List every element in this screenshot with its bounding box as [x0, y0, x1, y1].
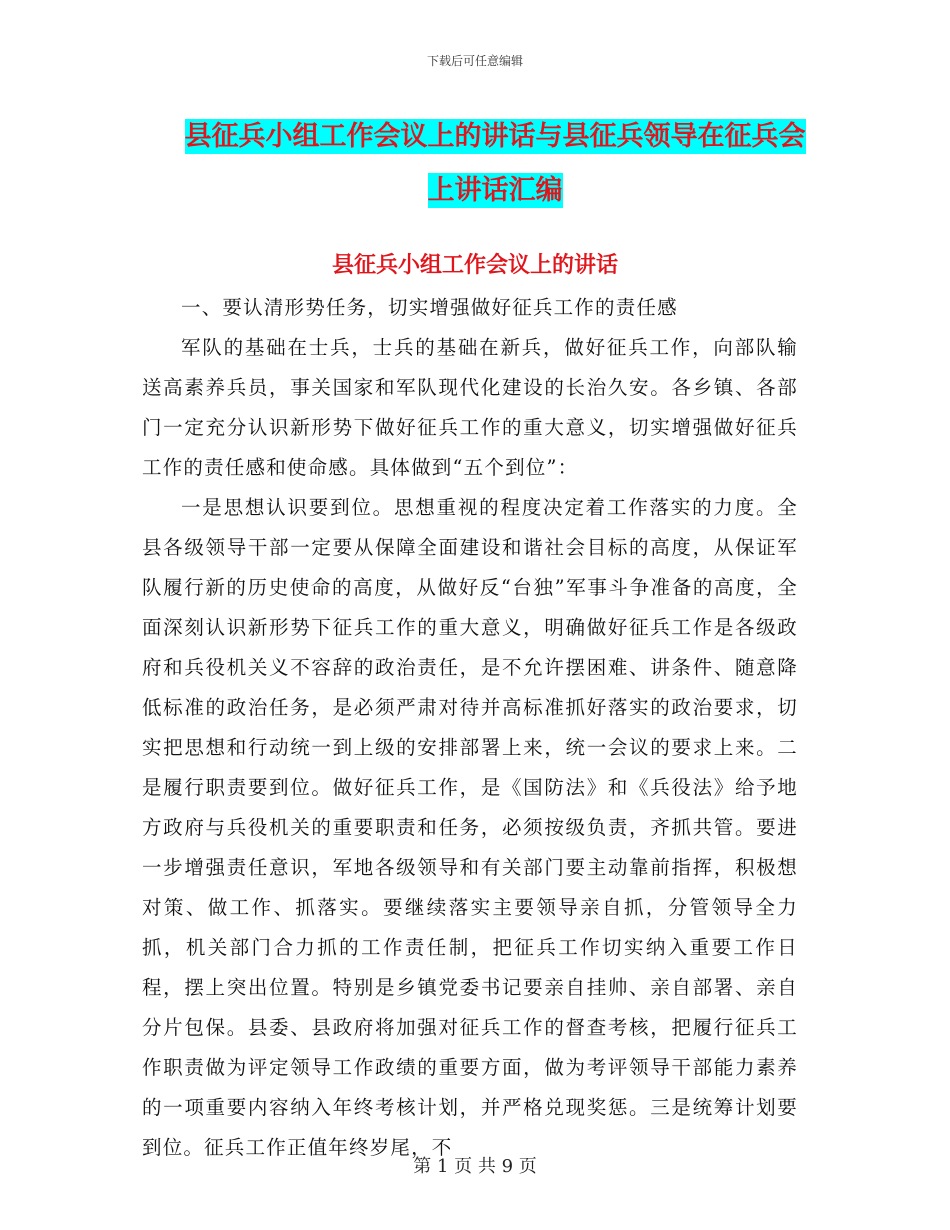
- header-note: 下载后可任意编辑: [426, 54, 523, 68]
- page-number: 第 1 页 共 9 页: [413, 1156, 537, 1177]
- paragraph-heading-1: 一、要认清形势任务，切实增强做好征兵工作的责任感: [181, 296, 678, 319]
- document-title-line2: 上讲话汇编: [427, 175, 563, 206]
- document-body: [142, 288, 798, 1168]
- paragraph-2: 军队的基础在士兵，士兵的基础在新兵，做好征兵工作，向部队输送高素养兵员，事关国家和军队现代化建设的长治久安。各乡镇、各部门一定充分认识新形势下做好征兵工作的重大意义，切实增强做好征兵工作的责任感和使命感。具体做到“五个到位”：: [142, 336, 798, 479]
- section-title: 县征兵小组工作会议上的讲话: [331, 253, 618, 278]
- document-title: [150, 110, 840, 218]
- paragraph-3: 一是思想认识要到位。思想重视的程度决定着工作落实的力度。全县各级领导干部一定要从保障全面建设和谐社会目标的高度，从保证军队履行新的历史使命的高度，从做好反“台独”军事斗争准备的高度，全面深刻认识新形势下征兵工作的重大意义，明确做好征兵工作是各级政府和兵役机关义不容辞的政治责任，是不允许摆困难、讲条件、随意降低标准的政治任务，是必须严肃对待并高标准抓好落实的政治要求，切实把思想和行动统一到上级的安排部署上来，统一会议的要求上来。二是履行职责要到位。做好征兵工作，是《国防法》和《兵役法》给予地方政府与兵役机关的重要职责和任务，必须按级负责，齐抓共管。要进一步增强责任意识，军地各级领导和有关部门要主动靠前指挥，积极想对策、做工作、抓落实。要继续落实主要领导亲自抓，分管领导全力抓，机关部门合力抓的工作责任制，把征兵工作切实纳入重要工作日程，摆上突出位置。特别是乡镇党委书记要亲自挂帅、亲自部署、亲自分片包保。县委、县政府将加强对征兵工作的督查考核，把履行征兵工作职责做为评定领导工作政绩的重要方面，做为考评领导干部能力素养的一项重要内容纳入年终考核计划，并严格兑现奖惩。三是统筹计划要到位。征兵工作正值年终岁尾，不: [142, 496, 798, 1159]
- document-title-line1: 县征兵小组工作会议上的讲话与县征兵领导在征兵会: [184, 121, 806, 152]
